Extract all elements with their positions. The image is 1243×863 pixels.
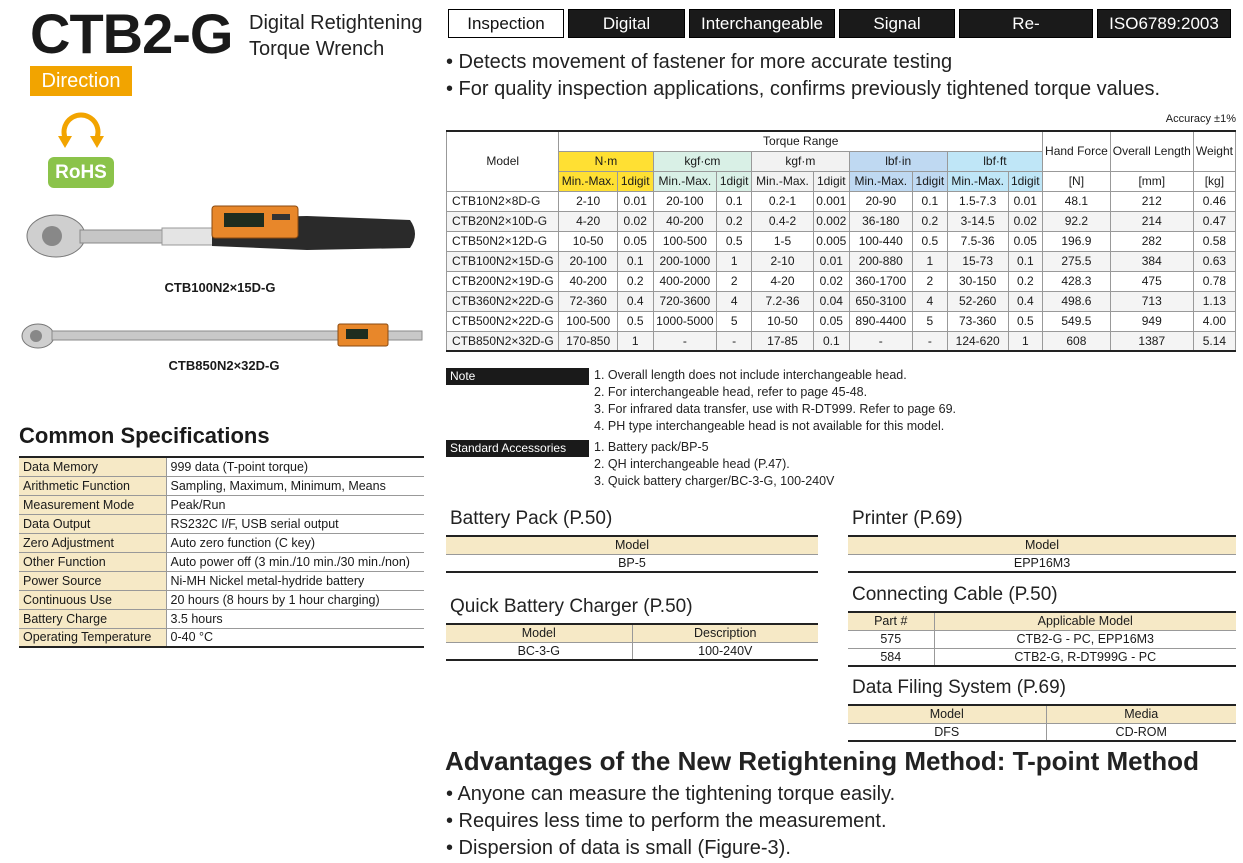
cell-model: CTB500N2×22D-G — [447, 311, 559, 331]
cell-lbfft-digit: 0.05 — [1008, 231, 1043, 251]
cell-weight: 0.78 — [1193, 271, 1235, 291]
cell-kgfcm-digit: 2 — [717, 271, 752, 291]
advantage-item: • Anyone can measure the tightening torque easily. — [446, 783, 896, 805]
spec-row — [447, 331, 1236, 351]
header-model: Model — [447, 131, 559, 191]
cell-nm-digit: 0.02 — [617, 211, 653, 231]
common-spec-value: 20 hours (8 hours by 1 hour charging) — [166, 590, 424, 609]
cell-lbfin-digit: 5 — [912, 311, 947, 331]
cell-kgfm-digit: 0.04 — [813, 291, 849, 311]
charger-description: 100-240V — [632, 642, 818, 660]
filing-title: Data Filing System (P.69) — [852, 677, 1067, 698]
common-spec-key: Data Memory — [19, 457, 166, 476]
printer-table — [848, 535, 1236, 573]
common-spec-row — [19, 533, 424, 552]
cell-lbfin-digit: 0.2 — [912, 211, 947, 231]
header-unit-lbfft: lbf·ft — [947, 151, 1042, 171]
header-torque-range: Torque Range — [559, 131, 1043, 151]
header-min-max: Min.-Max. — [947, 171, 1008, 191]
cell-kgfcm-range: 200-1000 — [653, 251, 717, 271]
cell-nm-digit: 0.2 — [617, 271, 653, 291]
cell-lbfft-digit: 0.4 — [1008, 291, 1043, 311]
cell-weight: 0.46 — [1193, 191, 1235, 211]
cable-applicable-model: CTB2-G - PC, EPP16M3 — [934, 630, 1236, 648]
accessories-label: Standard Accessories — [446, 440, 589, 457]
image-caption-ctb100: CTB100N2×15D-G — [164, 280, 276, 295]
cell-lbfft-digit: 1 — [1008, 331, 1043, 351]
spec-row — [447, 231, 1236, 251]
cell-hand-force: 428.3 — [1043, 271, 1111, 291]
header-digit: 1digit — [617, 171, 653, 191]
cell-model: CTB100N2×15D-G — [447, 251, 559, 271]
advantage-item: • Dispersion of data is small (Figure-3). — [446, 837, 791, 859]
cell-nm-digit: 1 — [617, 331, 653, 351]
common-spec-key: Other Function — [19, 552, 166, 571]
cell-lbfft-range: 1.5-7.3 — [947, 191, 1008, 211]
common-specs-table — [19, 456, 424, 648]
common-spec-value: Auto power off (3 min./10 min./30 min./non) — [166, 552, 424, 571]
cell-nm-range: 170-850 — [559, 331, 618, 351]
cell-lbfft-digit: 0.02 — [1008, 211, 1043, 231]
spec-row — [447, 191, 1236, 211]
spec-row — [447, 251, 1236, 271]
product-code: CTB2-G — [30, 2, 233, 65]
header-digit: 1digit — [813, 171, 849, 191]
cell-hand-force: 48.1 — [1043, 191, 1111, 211]
wrench-image-ctb850 — [18, 318, 426, 354]
cell-lbfin-digit: 1 — [912, 251, 947, 271]
header-weight-unit: [kg] — [1193, 171, 1235, 191]
common-spec-key: Battery Charge — [19, 609, 166, 628]
common-spec-value: 3.5 hours — [166, 609, 424, 628]
cell-nm-range: 4-20 — [559, 211, 618, 231]
common-spec-key: Measurement Mode — [19, 495, 166, 514]
common-spec-key: Power Source — [19, 571, 166, 590]
badge-signal: Signal — [839, 9, 955, 38]
cell-kgfm-range: 0.2-1 — [752, 191, 814, 211]
header-hand-force: Hand Force — [1043, 131, 1111, 171]
battery-pack-table — [446, 535, 818, 573]
accessory-item: 2. QH interchangeable head (P.47). — [594, 457, 790, 471]
cell-model: CTB50N2×12D-G — [447, 231, 559, 251]
common-spec-row — [19, 552, 424, 571]
cell-lbfin-digit: 4 — [912, 291, 947, 311]
header-weight: Weight — [1193, 131, 1235, 171]
common-spec-row — [19, 476, 424, 495]
cell-nm-range: 20-100 — [559, 251, 618, 271]
badge-interchangeable: Interchangeable — [689, 9, 835, 38]
cell-weight: 4.00 — [1193, 311, 1235, 331]
feature-item: • Detects movement of fastener for more accurate testing — [446, 51, 953, 73]
cell-lbfin-range: 890-4400 — [849, 311, 912, 331]
cell-nm-digit: 0.4 — [617, 291, 653, 311]
cell-kgfm-range: 10-50 — [752, 311, 814, 331]
header-min-max: Min.-Max. — [752, 171, 814, 191]
cell-lbfin-digit: 0.1 — [912, 191, 947, 211]
header-unit-kgfm: kgf·m — [752, 151, 850, 171]
cell-hand-force: 608 — [1043, 331, 1111, 351]
product-name-line2: Torque Wrench — [249, 38, 385, 60]
cell-kgfcm-digit: 0.5 — [717, 231, 752, 251]
product-name-line1: Digital Retightening — [249, 12, 423, 34]
note-item: 4. PH type interchangeable head is not available for this model. — [594, 419, 945, 433]
common-spec-key: Zero Adjustment — [19, 533, 166, 552]
cable-table — [848, 611, 1236, 667]
cell-nm-range: 72-360 — [559, 291, 618, 311]
cell-overall-length: 949 — [1110, 311, 1193, 331]
header-digit: 1digit — [1008, 171, 1043, 191]
printer-model: EPP16M3 — [848, 554, 1236, 572]
cell-nm-digit: 0.01 — [617, 191, 653, 211]
header-unit-kgfcm: kgf·cm — [653, 151, 752, 171]
cell-overall-length: 1387 — [1110, 331, 1193, 351]
spec-table-body — [447, 191, 1236, 351]
cell-overall-length: 214 — [1110, 211, 1193, 231]
common-spec-row — [19, 514, 424, 533]
cell-lbfft-digit: 0.1 — [1008, 251, 1043, 271]
cable-part: 575 — [848, 630, 934, 648]
cell-lbfft-range: 73-360 — [947, 311, 1008, 331]
spec-row — [447, 271, 1236, 291]
cell-lbfin-range: 20-90 — [849, 191, 912, 211]
cell-kgfcm-digit: 1 — [717, 251, 752, 271]
cell-model: CTB20N2×10D-G — [447, 211, 559, 231]
cell-nm-range: 2-10 — [559, 191, 618, 211]
header-unit-nm: N·m — [559, 151, 653, 171]
cell-lbfft-range: 3-14.5 — [947, 211, 1008, 231]
cell-weight: 0.58 — [1193, 231, 1235, 251]
cell-kgfcm-digit: - — [717, 331, 752, 351]
filing-table — [848, 704, 1236, 742]
battery-pack-header-model: Model — [446, 536, 818, 554]
spec-row — [447, 291, 1236, 311]
cell-lbfft-range: 124-620 — [947, 331, 1008, 351]
cell-hand-force: 275.5 — [1043, 251, 1111, 271]
header-hand-force-unit: [N] — [1043, 171, 1111, 191]
cell-nm-range: 40-200 — [559, 271, 618, 291]
cell-kgfcm-range: 40-200 — [653, 211, 717, 231]
cell-kgfcm-range: 20-100 — [653, 191, 717, 211]
common-spec-value: RS232C I/F, USB serial output — [166, 514, 424, 533]
feature-list — [446, 49, 1160, 103]
note-item: 1. Overall length does not include interchangeable head. — [594, 368, 907, 382]
common-spec-row — [19, 495, 424, 514]
cell-kgfm-digit: 0.1 — [813, 331, 849, 351]
common-spec-row — [19, 609, 424, 628]
cell-lbfft-digit: 0.5 — [1008, 311, 1043, 331]
model-spec-table — [446, 130, 1236, 352]
direction-label: Direction — [30, 66, 132, 96]
accessories-list — [594, 439, 834, 490]
cell-overall-length: 212 — [1110, 191, 1193, 211]
cell-lbfft-range: 30-150 — [947, 271, 1008, 291]
charger-header-model: Model — [446, 624, 632, 642]
cell-lbfin-digit: - — [912, 331, 947, 351]
cell-weight: 1.13 — [1193, 291, 1235, 311]
common-spec-key: Continuous Use — [19, 590, 166, 609]
advantages-list — [446, 781, 895, 862]
cell-weight: 0.47 — [1193, 211, 1235, 231]
cell-kgfm-digit: 0.02 — [813, 271, 849, 291]
cell-lbfft-range: 7.5-36 — [947, 231, 1008, 251]
common-spec-key: Arithmetic Function — [19, 476, 166, 495]
charger-header-description: Description — [632, 624, 818, 642]
common-spec-value: Ni-MH Nickel metal-hydride battery — [166, 571, 424, 590]
advantages-title: Advantages of the New Retightening Method: T-point Method — [445, 746, 1199, 776]
cable-title: Connecting Cable (P.50) — [852, 584, 1058, 605]
cell-weight: 0.63 — [1193, 251, 1235, 271]
note-item: 3. For infrared data transfer, use with R-DT999. Refer to page 69. — [594, 402, 956, 416]
note-item: 2. For interchangeable head, refer to page 45-48. — [594, 385, 868, 399]
common-spec-key: Operating Temperature — [19, 628, 166, 647]
cell-lbfft-digit: 0.2 — [1008, 271, 1043, 291]
printer-title: Printer (P.69) — [852, 508, 963, 529]
cell-kgfcm-digit: 4 — [717, 291, 752, 311]
cell-lbfin-range: 360-1700 — [849, 271, 912, 291]
cell-model: CTB850N2×32D-G — [447, 331, 559, 351]
cell-hand-force: 196.9 — [1043, 231, 1111, 251]
battery-pack-model: BP-5 — [446, 554, 818, 572]
image-caption-ctb850: CTB850N2×32D-G — [168, 358, 280, 373]
bidirectional-arrow-icon — [56, 104, 106, 150]
badge-rechargeable: Re-Chargeable — [959, 9, 1093, 38]
cell-lbfin-range: 650-3100 — [849, 291, 912, 311]
cell-overall-length: 713 — [1110, 291, 1193, 311]
common-spec-value: Auto zero function (C key) — [166, 533, 424, 552]
charger-model: BC-3-G — [446, 642, 632, 660]
cell-lbfin-digit: 2 — [912, 271, 947, 291]
filing-model: DFS — [848, 723, 1046, 741]
header-unit-lbfin: lbf·in — [849, 151, 947, 171]
cell-kgfcm-range: 720-3600 — [653, 291, 717, 311]
cell-model: CTB360N2×22D-G — [447, 291, 559, 311]
header-min-max: Min.-Max. — [653, 171, 717, 191]
feature-item: • For quality inspection applications, confirms previously tightened torque values. — [446, 78, 1161, 100]
cable-part: 584 — [848, 648, 934, 666]
filing-header-model: Model — [848, 705, 1046, 723]
common-spec-value: Sampling, Maximum, Minimum, Means — [166, 476, 424, 495]
cell-kgfm-range: 4-20 — [752, 271, 814, 291]
cell-kgfm-range: 0.4-2 — [752, 211, 814, 231]
common-spec-value: Peak/Run — [166, 495, 424, 514]
header-digit: 1digit — [912, 171, 947, 191]
cell-kgfm-digit: 0.002 — [813, 211, 849, 231]
cell-hand-force: 92.2 — [1043, 211, 1111, 231]
header-overall-length-unit: [mm] — [1110, 171, 1193, 191]
charger-table — [446, 623, 818, 661]
accessory-item: 1. Battery pack/BP-5 — [594, 440, 709, 454]
product-name — [249, 10, 422, 62]
cell-model: CTB10N2×8D-G — [447, 191, 559, 211]
cell-weight: 5.14 — [1193, 331, 1235, 351]
common-spec-value: 999 data (T-point torque) — [166, 457, 424, 476]
cell-nm-digit: 0.5 — [617, 311, 653, 331]
header-overall-length: Overall Length — [1110, 131, 1193, 171]
cell-kgfm-digit: 0.01 — [813, 251, 849, 271]
common-spec-row — [19, 590, 424, 609]
cell-kgfm-range: 2-10 — [752, 251, 814, 271]
badge-iso: ISO6789:2003 — [1097, 9, 1231, 38]
common-spec-value: 0-40 °C — [166, 628, 424, 647]
common-spec-row — [19, 457, 424, 476]
charger-title: Quick Battery Charger (P.50) — [450, 596, 693, 617]
cell-kgfcm-digit: 0.2 — [717, 211, 752, 231]
cell-overall-length: 282 — [1110, 231, 1193, 251]
cell-nm-range: 100-500 — [559, 311, 618, 331]
rohs-badge: RoHS — [48, 157, 114, 188]
cell-kgfm-range: 1-5 — [752, 231, 814, 251]
cell-nm-digit: 0.1 — [617, 251, 653, 271]
wrench-image-ctb100 — [22, 200, 417, 262]
cable-header-model: Applicable Model — [934, 612, 1236, 630]
cell-model: CTB200N2×19D-G — [447, 271, 559, 291]
cell-kgfcm-range: 400-2000 — [653, 271, 717, 291]
cell-lbfin-range: 200-880 — [849, 251, 912, 271]
cell-hand-force: 549.5 — [1043, 311, 1111, 331]
cell-kgfcm-range: 1000-5000 — [653, 311, 717, 331]
filing-media: CD-ROM — [1046, 723, 1236, 741]
cell-lbfin-range: 100-440 — [849, 231, 912, 251]
accessory-item: 3. Quick battery charger/BC-3-G, 100-240V — [594, 474, 835, 488]
common-specs-title: Common Specifications — [19, 423, 270, 448]
printer-header-model: Model — [848, 536, 1236, 554]
cell-lbfft-range: 15-73 — [947, 251, 1008, 271]
filing-header-media: Media — [1046, 705, 1236, 723]
header-min-max: Min.-Max. — [849, 171, 912, 191]
header-min-max: Min.-Max. — [559, 171, 618, 191]
cell-lbfin-range: - — [849, 331, 912, 351]
cell-kgfm-digit: 0.005 — [813, 231, 849, 251]
cable-header-part: Part # — [848, 612, 934, 630]
accuracy-note: Accuracy ±1% — [1165, 113, 1236, 125]
cell-kgfm-digit: 0.05 — [813, 311, 849, 331]
cell-overall-length: 475 — [1110, 271, 1193, 291]
cell-kgfcm-digit: 5 — [717, 311, 752, 331]
common-spec-row — [19, 628, 424, 647]
cell-kgfcm-digit: 0.1 — [717, 191, 752, 211]
cell-nm-digit: 0.05 — [617, 231, 653, 251]
note-label: Note — [446, 368, 589, 385]
badge-inspection: Inspection — [448, 9, 564, 38]
header-digit: 1digit — [717, 171, 752, 191]
cell-kgfcm-range: - — [653, 331, 717, 351]
cell-lbfin-digit: 0.5 — [912, 231, 947, 251]
cell-overall-length: 384 — [1110, 251, 1193, 271]
advantage-item: • Requires less time to perform the measurement. — [446, 810, 887, 832]
common-spec-row — [19, 571, 424, 590]
cell-lbfft-range: 52-260 — [947, 291, 1008, 311]
cell-kgfcm-range: 100-500 — [653, 231, 717, 251]
note-list — [594, 367, 956, 435]
badge-digital: Digital — [568, 9, 685, 38]
cell-lbfft-digit: 0.01 — [1008, 191, 1043, 211]
cell-nm-range: 10-50 — [559, 231, 618, 251]
spec-row — [447, 211, 1236, 231]
battery-pack-title: Battery Pack (P.50) — [450, 508, 613, 529]
common-spec-key: Data Output — [19, 514, 166, 533]
cell-lbfin-range: 36-180 — [849, 211, 912, 231]
spec-row — [447, 311, 1236, 331]
cell-kgfm-digit: 0.001 — [813, 191, 849, 211]
cell-kgfm-range: 17-85 — [752, 331, 814, 351]
cell-kgfm-range: 7.2-36 — [752, 291, 814, 311]
feature-badges — [448, 9, 1231, 60]
cell-hand-force: 498.6 — [1043, 291, 1111, 311]
cable-applicable-model: CTB2-G, R-DT999G - PC — [934, 648, 1236, 666]
